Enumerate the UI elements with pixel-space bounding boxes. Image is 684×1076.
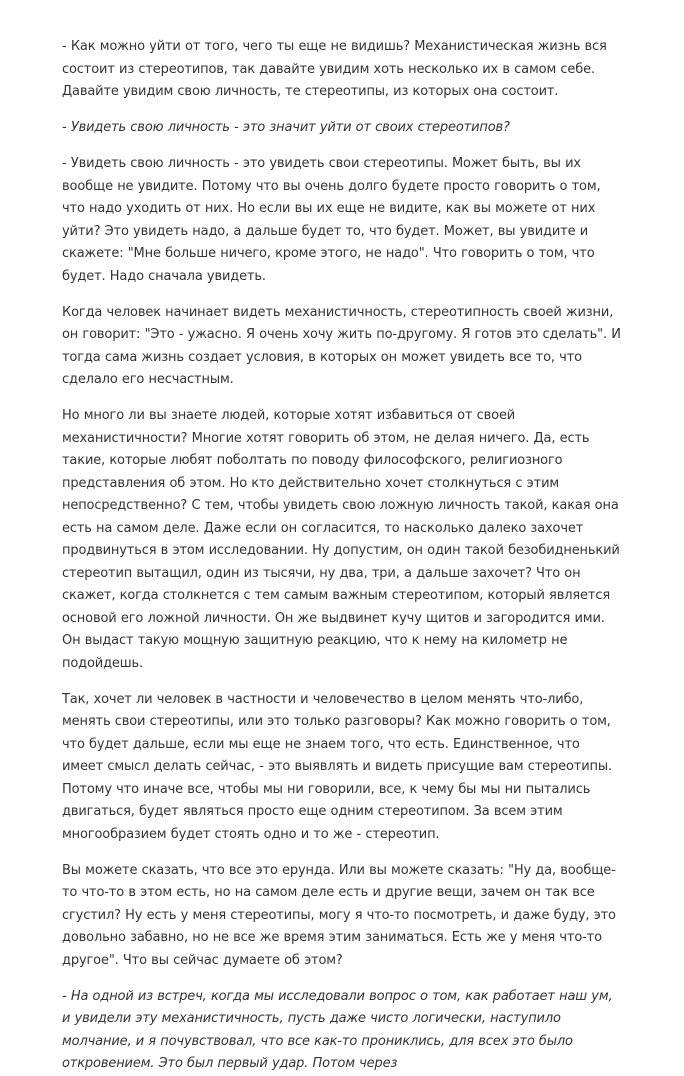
paragraph-answer-1: - Как можно уйти от того, чего ты еще не видишь? Механистическая жизнь вся состоит из стереотипов, так давайте увидим хоть несколько их в самом себе. Давайте увидим свою личность, те стереотипы, из которых она состоит. [62, 39, 607, 99]
paragraph-answer-6: Вы можете сказать, что все это ерунда. Или вы можете сказать: "Ну да, вообще-то что-то в этом есть, но на самом деле есть и другие вещи, зачем он так все сгустил? Ну есть у меня стереотипы, могу я что-то посмотреть, и даже буду, это довольно забавно, но не все же время этим заниматься. Есть же у меня что-то другое". Что вы сейчас думаете об этом? [62, 862, 616, 968]
paragraph-question-1: - Увидеть свою личность - это значит уйти от своих стереотипов? [62, 120, 510, 135]
paragraph-answer-2: - Увидеть свою личность - это увидеть свои стереотипы. Может быть, вы их вообще не увидите. Потому что вы очень долго будете просто говорить о том, что надо уходить от них. Но если вы их еще не видите, как вы можете от них уйти? Это увидеть надо, а дальше будет то, что будет. Может, вы увидите и скажете: "Мне больше ничего, кроме этого, не надо". Что говорить о том, что будет. Надо сначала увидеть. [62, 156, 601, 284]
paragraph-answer-4: Но много ли вы знаете людей, которые хотят избавиться от своей механистичности? Многие хотят говорить об этом, не делая ничего. Да, есть такие, которые любят поболтать по поводу философского, религиозного представления об этом. Но кто действительно хочет столкнуться с этим непосредственно? С тем, чтобы увидеть свою ложную личность такой, какая она есть на самом деле. Даже если он согласится, то насколько далеко захочет продвинуться в этом исследовании. Ну допустим, он один такой безобидненький стереотип вытащил, один из тысячи, ну два, три, а дальше захочет? Что он скажет, когда столкнется с тем самым важным стереотипом, который является основой его ложной личности. Он же выдвинет кучу щитов и загородится ими. Он выдаст такую мощную защитную реакцию, что к нему на километр не подойдешь. [62, 408, 620, 671]
paragraph-question-2: - На одной из встреч, когда мы исследовали вопрос о том, как работает наш ум, и увидели эту механистичность, пусть даже чисто логически, наступило молчание, и я почувствовал, что все как-то прониклись, для всех это было откровением. Это был первый удар. Потом через [62, 988, 613, 1071]
paragraph-answer-3: Когда человек начинает видеть механистичность, стереотипность своей жизни, он говорит: "Это - ужасно. Я очень хочу жить по-другому. Я готов это сделать". И тогда сама жизнь создает условия, в которых он может увидеть все то, что сделало его несчастным. [62, 304, 621, 387]
paragraph-answer-5: Так, хочет ли человек в частности и человечество в целом менять что-либо, менять свои стереотипы, или это только разговоры? Как можно говорить о том, что будет дальше, если мы еще не знаем того, что есть. Единственное, что имеет смысл делать сейчас, - это выявлять и видеть присущие вам стереотипы. Потому что иначе все, чтобы мы ни говорили, все, к чему бы мы ни пытались двигаться, будет являться просто еще одним стереотипом. За всем этим многообразием будет стоять одно и то же - стереотип. [62, 691, 612, 842]
